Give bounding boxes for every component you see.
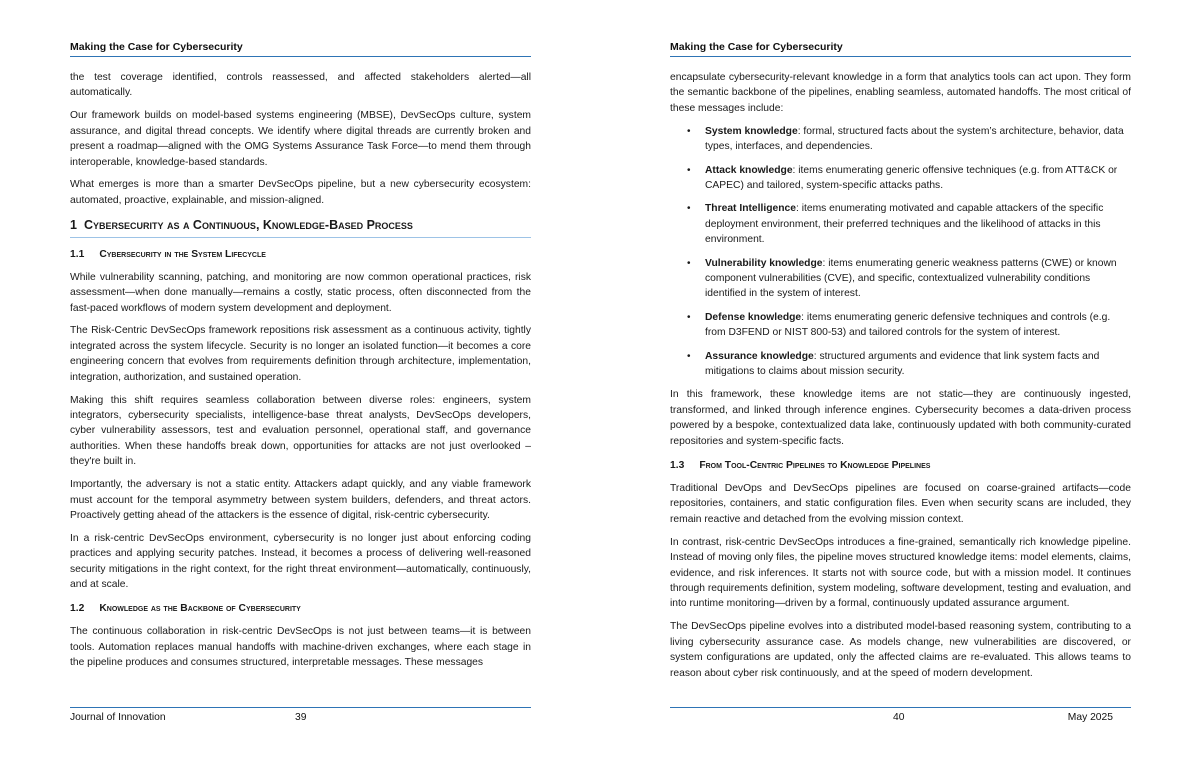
section-number: 1 xyxy=(70,217,77,232)
page-number: 40 xyxy=(893,712,905,723)
bullet-icon: • xyxy=(687,203,691,215)
list-item-text: : items enumerating motivated and capable attackers of the specific deployment environment, their preferred techniques and the likelihood of attacks in this environment. xyxy=(705,203,1104,246)
paragraph: encapsulate cybersecurity-relevant knowledge in a form that analytics tools can act upon. They form the semantic backbone of the pipelines, enabling seamless, automated handoffs. The most critical of these messages include: xyxy=(670,72,1131,114)
subsection-number: 1.2 xyxy=(70,603,85,615)
left-page xyxy=(70,0,531,776)
running-head: Making the Case for Cybersecurity xyxy=(70,41,531,57)
paragraph: In a risk-centric DevSecOps environment, cybersecurity is no longer just about enforcing coding practices and applying security patches. Instead, it becomes a process of delivering well-reasoned security mitigations in the right context, for the right threat environment—automatically, continuously, and at scale. xyxy=(70,532,531,591)
list-item-term: Threat Intelligence xyxy=(705,203,796,215)
subsection-number: 1.1 xyxy=(70,248,85,260)
paragraph: In contrast, risk-centric DevSecOps introduces a fine-grained, semantically rich knowledge pipeline. Instead of moving only files, the pipeline moves structured knowledge items: model elements, claims, evidence, and risk inferences. It starts not with source code, but with a mission model. It continues through requirements definition, system modeling, software development, testing and evaluation, and into runtime monitoring—driven by a formal, continuously updated assurance argument. xyxy=(670,536,1131,610)
subsection-title: Knowledge as the Backbone of Cybersecurity xyxy=(99,603,301,615)
list-item-term: Assurance knowledge xyxy=(705,350,814,362)
list-item xyxy=(670,349,1131,380)
section-title: Cybersecurity as a Continuous, Knowledge-Based Process xyxy=(83,217,413,232)
paragraph: Making this shift requires seamless collaboration between diverse roles: engineers, system integrators, cybersecurity specialists, intelligence-base threat analysts, DevSecOps developers, cyber vulnerability assessors, test and evaluation personnel, operational staff, and governance authorities. When these handoffs break down, opportunities for attacks are not just overlooked – they're built in. xyxy=(70,394,531,468)
bullet-icon: • xyxy=(687,125,691,137)
list-item-term: Attack knowledge xyxy=(705,164,793,176)
list-item-text: : items enumerating generic weakness patterns (CWE) or known component vulnerabilities (CVE), and specific, contextualized vulnerability conditions identified in the system of interest. xyxy=(705,257,1117,300)
list-item xyxy=(670,256,1131,302)
subsection-number: 1.3 xyxy=(670,460,685,472)
subsection-heading xyxy=(670,458,1131,473)
list-item-text: : formal, structured facts about the system’s architecture, behavior, data types, interfaces, and dependencies. xyxy=(705,125,1124,153)
paragraph: Importantly, the adversary is not a static entity. Attackers adapt quickly, and any viable framework must account for the temporal asymmetry between system builders, defenders, and threat actors. Proactively getting ahead of the attackers is the essence of digital, risk-centric cybersecurity. xyxy=(70,479,531,521)
subsection-heading xyxy=(70,247,531,262)
paragraph: Our framework builds on model-based systems engineering (MBSE), DevSecOps culture, system assurance, and digital thread concepts. We identify where digital threads are currently broken and present a roadmap—aligned with the OMG Systems Assurance Task Force—to mend them through interoperable, knowledge-based standards. xyxy=(70,110,531,168)
page-body xyxy=(70,70,531,678)
paragraph: Traditional DevOps and DevSecOps pipelines are focused on coarse-grained artifacts—code repositories, containers, and static configuration files. Even when security scans are included, they remain reactive and detached from the evolving mission context. xyxy=(670,483,1131,525)
paragraph: The DevSecOps pipeline evolves into a distributed model-based reasoning system, contributing to a living cybersecurity assurance case. As models change, new vulnerabilities are discovered, or system configurations are updated, only the affected claims are re-evaluated. This allows teams to reason about cyber risk continuously, and at the speed of modern development. xyxy=(670,621,1131,679)
subsection-heading xyxy=(70,601,531,616)
list-item-text: : structured arguments and evidence that link system facts and mitigations to claims about mission security. xyxy=(705,350,1100,377)
paragraph: While vulnerability scanning, patching, and monitoring are now common operational practices, risk assessment—when done manually—remains a costly, static process, often disconnected from the fast-paced workflows of modern system development and deployment. xyxy=(70,271,531,314)
page-body xyxy=(670,70,1131,688)
list-item xyxy=(670,124,1131,155)
footer-journal-name: Journal of Innovation xyxy=(70,712,166,723)
page-number: 39 xyxy=(295,712,307,723)
paragraph: The continuous collaboration in risk-centric DevSecOps is not just between teams—it is between tools. Automation replaces manual handoffs with machine-driven exchanges, where each stage in the pipeline produces and consumes structured, interpretable messages. These messages xyxy=(70,626,531,669)
paragraph: the test coverage identified, controls reassessed, and affected stakeholders alerted—all automatically. xyxy=(70,72,531,99)
running-head: Making the Case for Cybersecurity xyxy=(670,41,1131,57)
paragraph: What emerges is more than a smarter DevSecOps pipeline, but a new cybersecurity ecosystem: automated, proactive, explainable, and mission-aligned. xyxy=(70,179,531,206)
footer-rule xyxy=(670,707,1131,708)
section-heading xyxy=(70,216,531,238)
subsection-title: From Tool-Centric Pipelines to Knowledge Pipelines xyxy=(699,460,931,472)
footer-rule xyxy=(70,707,531,708)
paragraph: In this framework, these knowledge items are not static—they are continuously ingested, transformed, and linked through inference engines. Cybersecurity becomes a data-driven process powered by a bespoke, contextualized data lake, continuously updated with both community-curated repositories and system-specific facts. xyxy=(670,389,1131,447)
bullet-icon: • xyxy=(687,164,691,176)
knowledge-list xyxy=(670,124,1131,380)
list-item xyxy=(670,201,1131,247)
list-item-term: Defense knowledge xyxy=(705,311,802,323)
list-item xyxy=(670,310,1131,341)
list-item-term: Vulnerability knowledge xyxy=(705,257,823,269)
bullet-icon: • xyxy=(687,311,691,323)
footer-date: May 2025 xyxy=(1067,712,1113,723)
list-item-term: System knowledge xyxy=(705,125,798,137)
right-page xyxy=(670,0,1131,776)
list-item-text: : items enumerating generic defensive techniques and controls (e.g. from D3FEND or NIST 800-53) and tailored controls for the system of interest. xyxy=(705,311,1111,339)
subsection-title: Cybersecurity in the System Lifecycle xyxy=(99,248,266,260)
bullet-icon: • xyxy=(687,257,691,269)
list-item-text: : items enumerating generic offensive techniques (e.g. from ATT&CK or CAPEC) and tailored, system-specific attacks paths. xyxy=(705,164,1118,191)
paragraph: The Risk-Centric DevSecOps framework repositions risk assessment as a continuous activity, tightly integrated across the system lifecycle. Security is no longer an isolated function—it becomes a core engineering concern that evolves from requirements definition through architecture, implementation, integration, authorization, and sustained operation. xyxy=(70,325,531,383)
list-item xyxy=(670,163,1131,194)
bullet-icon: • xyxy=(687,350,691,362)
